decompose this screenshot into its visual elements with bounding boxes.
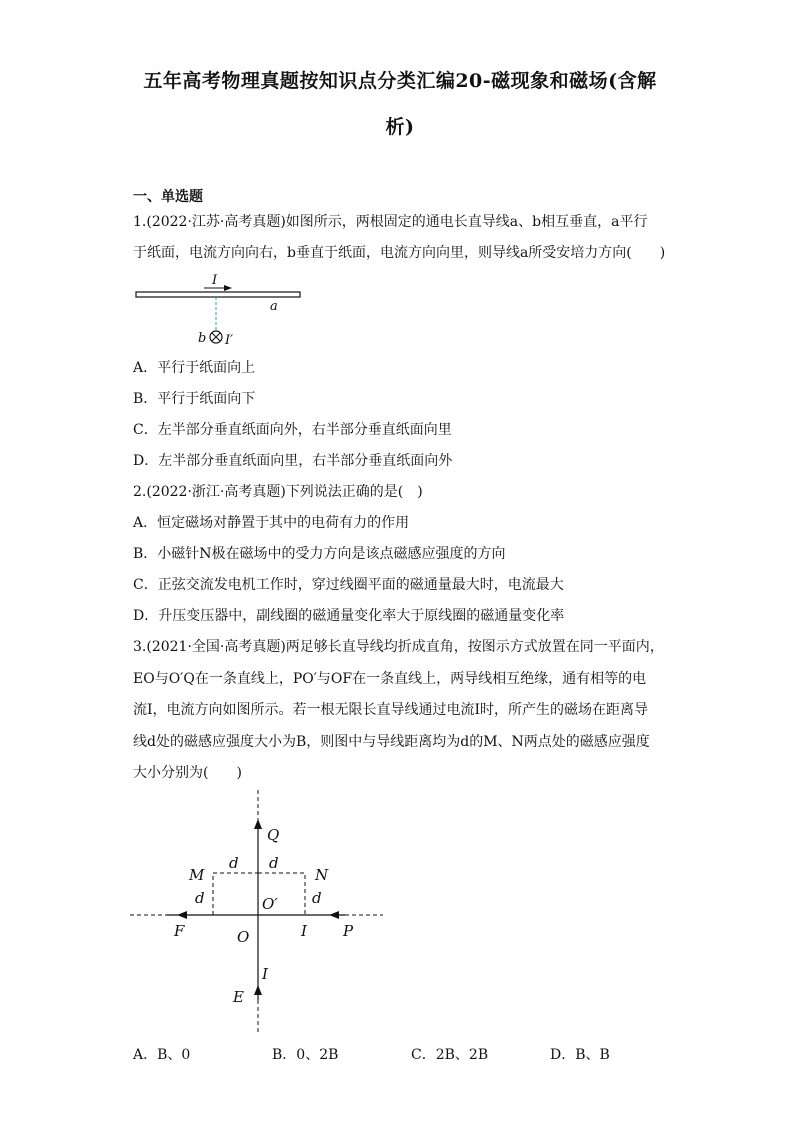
arrow-up-E <box>254 985 262 995</box>
document-title-line2: 析) <box>385 116 415 138</box>
label-a: a <box>270 299 278 314</box>
document-title-line1: 五年高考物理真题按知识点分类汇编20-磁现象和磁场(含解 <box>143 70 657 92</box>
label-d-top-right: d <box>269 854 279 872</box>
q1-stem-line1: 1.(2022·江苏·高考真题)如图所示，两根固定的通电长直导线a、b相互垂直，a平行 <box>133 214 648 230</box>
q3-answer-b: B．0、2B <box>272 1047 339 1063</box>
label-P: P <box>343 922 354 940</box>
q3-stem-line5: 大小分别为( ) <box>133 765 242 781</box>
q1-option-c: C．左半部分垂直纸面向外，右半部分垂直纸面向里 <box>133 422 452 438</box>
label-I-lower: I <box>262 965 268 983</box>
label-d-top-left: d <box>229 854 239 872</box>
q3-answer-c: C．2B、2B <box>411 1047 489 1063</box>
label-I: I <box>212 273 218 288</box>
label-E: E <box>233 988 244 1006</box>
label-F: F <box>174 922 185 940</box>
label-M: M <box>189 866 205 884</box>
q3-stem-line1: 3.(2021·全国·高考真题)两足够长直导线均折成直角，按图示方式放置在同一平面内， <box>133 639 664 655</box>
q2-option-b: B．小磁针N极在磁场中的受力方向是该点磁感应强度的方向 <box>133 546 506 562</box>
label-Iprime: I′ <box>225 333 234 348</box>
q1-option-b: B．平行于纸面向下 <box>133 391 256 407</box>
label-Oprime: O′ <box>262 895 278 913</box>
label-d-left: d <box>195 889 205 907</box>
q3-answer-a: A．B、0 <box>133 1047 191 1063</box>
section-heading: 一、单选题 <box>133 189 203 205</box>
q3-answer-d: D．B、B <box>550 1047 610 1063</box>
arrow-left-F <box>177 911 187 919</box>
q3-stem-line3: 流I，电流方向如图所示。若一根无限长直导线通过电流I时，所产生的磁场在距离导 <box>133 702 649 718</box>
q1-stem-line2: 于纸面，电流方向向右，b垂直于纸面，电流方向向里，则导线a所受安培力方向( ) <box>133 245 666 261</box>
q2-option-a: A．恒定磁场对静置于其中的电荷有力的作用 <box>133 515 410 531</box>
q2-stem: 2.(2022·浙江·高考真题)下列说法正确的是( ) <box>133 484 423 500</box>
q1-option-a: A．平行于纸面向上 <box>133 360 256 376</box>
q3-stem-line2: EO与O′Q在一条直线上，PO′与OF在一条直线上，两导线相互绝缘，通有相等的电 <box>133 671 647 687</box>
label-O: O <box>237 928 250 946</box>
dashed-box-M <box>213 873 258 915</box>
label-I-right: I <box>301 922 307 940</box>
label-d-right: d <box>312 889 322 907</box>
wire-a <box>136 292 300 297</box>
arrow-left-P <box>329 911 339 919</box>
q2-option-c: C．正弦交流发电机工作时，穿过线圈平面的磁通量最大时，电流最大 <box>133 577 564 593</box>
q3-stem-line4: 线d处的磁感应强度大小为B，则图中与导线距离均为d的M、N两点处的磁感应强度 <box>133 734 650 750</box>
label-N: N <box>315 866 329 884</box>
arrow-up-Q <box>254 819 262 829</box>
q1-option-d: D．左半部分垂直纸面向里，右半部分垂直纸面向外 <box>133 453 453 469</box>
q2-option-d: D．升压变压器中，副线圈的磁通量变化率大于原线圈的磁通量变化率 <box>133 608 565 624</box>
label-b: b <box>198 331 207 346</box>
current-arrowhead-a <box>224 285 232 291</box>
q3-figure <box>125 785 390 1040</box>
q1-figure <box>130 268 310 350</box>
label-Q: Q <box>267 826 280 844</box>
